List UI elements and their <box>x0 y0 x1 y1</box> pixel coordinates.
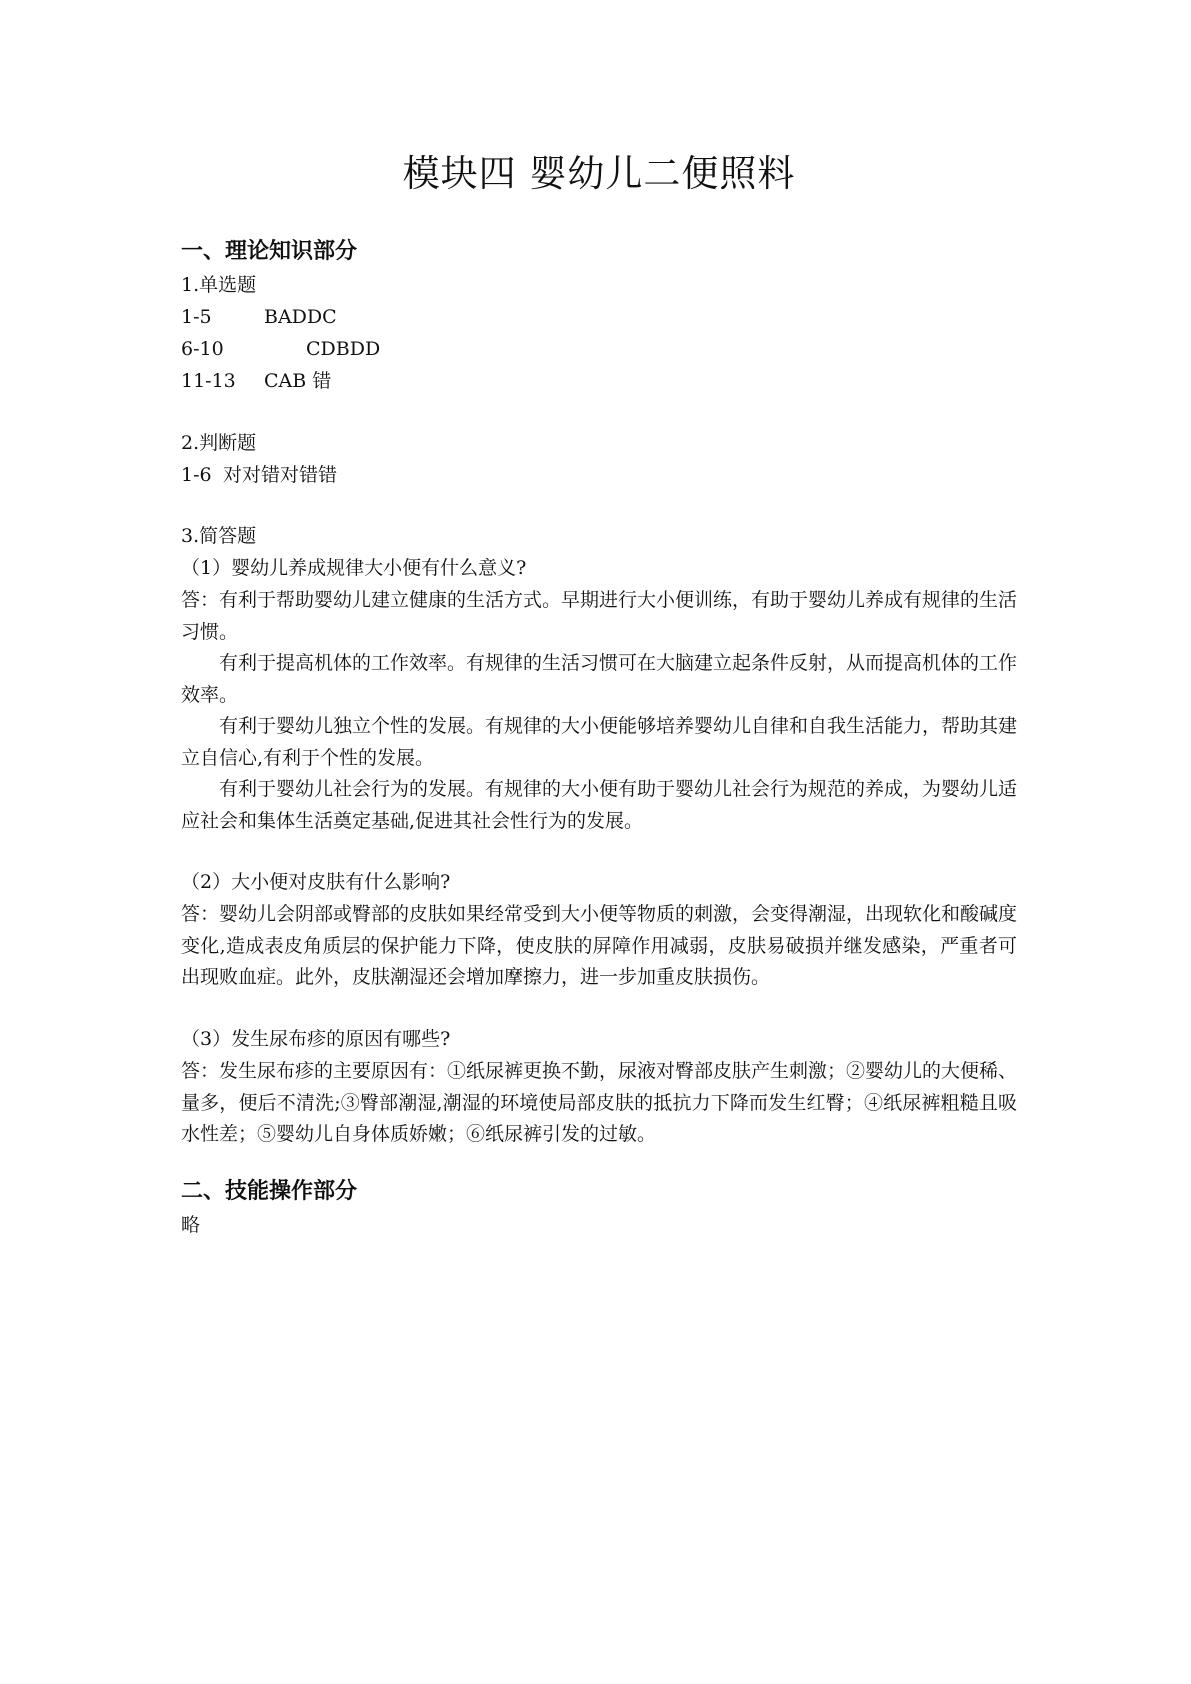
answer-paragraph: 答：婴幼儿会阴部或臀部的皮肤如果经常受到大小便等物质的刺激，会变得潮湿，出现软化和酸碱度变化,造成表皮角质层的保护能力下降，使皮肤的屏障作用减弱，皮肤易破损并继发感染，严重者可出现败血症。此外，皮肤潮湿还会增加摩擦力，进一步加重皮肤损伤。 <box>181 903 1018 988</box>
answer-key-row <box>181 366 581 396</box>
answer-paragraph: 答：有利于帮助婴幼儿建立健康的生活方式。早期进行大小便训练，有助于婴幼儿养成有规律的生活习惯。 <box>181 589 1018 643</box>
single-choice-label: 1.单选题 <box>181 274 257 296</box>
answer-range: 11-13 <box>181 370 236 392</box>
document-page <box>181 0 1017 1684</box>
answer-paragraph: 有利于提高机体的工作效率。有规律的生活习惯可在大脑建立起条件反射，从而提高机体的工作效率。 <box>181 652 1018 706</box>
answer-paragraph: 有利于婴幼儿社会行为的发展。有规律的大小便有助于婴幼儿社会行为规范的养成，为婴幼儿适应社会和集体生活奠定基础,促进其社会性行为的发展。 <box>181 778 1018 832</box>
short-answer-label: 3.简答题 <box>181 525 257 547</box>
answer-values: CAB 错 <box>264 370 332 392</box>
answer-values: CDBDD <box>306 338 381 360</box>
answer-range: 6-10 <box>181 338 224 360</box>
answer-paragraph: 有利于婴幼儿独立个性的发展。有规律的大小便能够培养婴幼儿自律和自我生活能力，帮助其建立自信心,有利于个性的发展。 <box>181 715 1018 769</box>
answer-range: 1-5 <box>181 306 212 328</box>
judgement-label: 2.判断题 <box>181 432 257 454</box>
section-heading-skills: 二、技能操作部分 <box>181 1179 358 1204</box>
question-1: （1）婴幼儿养成规律大小便有什么意义? <box>181 557 527 579</box>
question-3: （3）发生尿布疹的原因有哪些? <box>181 1028 451 1050</box>
answer-key-row <box>181 460 581 490</box>
question-2: （2）大小便对皮肤有什么影响? <box>181 871 451 893</box>
answer-key-row <box>181 334 581 364</box>
answer-paragraph: 答：发生尿布疹的主要原因有：①纸尿裤更换不勤，尿液对臀部皮肤产生刺激；②婴幼儿的大便稀、量多，便后不清洗;③臀部潮湿,潮湿的环境使局部皮肤的抵抗力下降而发生红臀；④纸尿裤粗糙且吸水性差；⑤婴幼儿自身体质娇嫩；⑥纸尿裤引发的过敏。 <box>181 1060 1018 1145</box>
section-heading-theory: 一、理论知识部分 <box>181 239 358 264</box>
answer-key-row <box>181 302 581 332</box>
answer-values: 对对错对错错 <box>223 464 338 486</box>
answer-range: 1-6 <box>181 464 212 486</box>
answer-values: BADDC <box>264 306 337 328</box>
page-title: 模块四 婴幼儿二便照料 <box>402 152 796 195</box>
skills-content: 略 <box>181 1214 201 1236</box>
